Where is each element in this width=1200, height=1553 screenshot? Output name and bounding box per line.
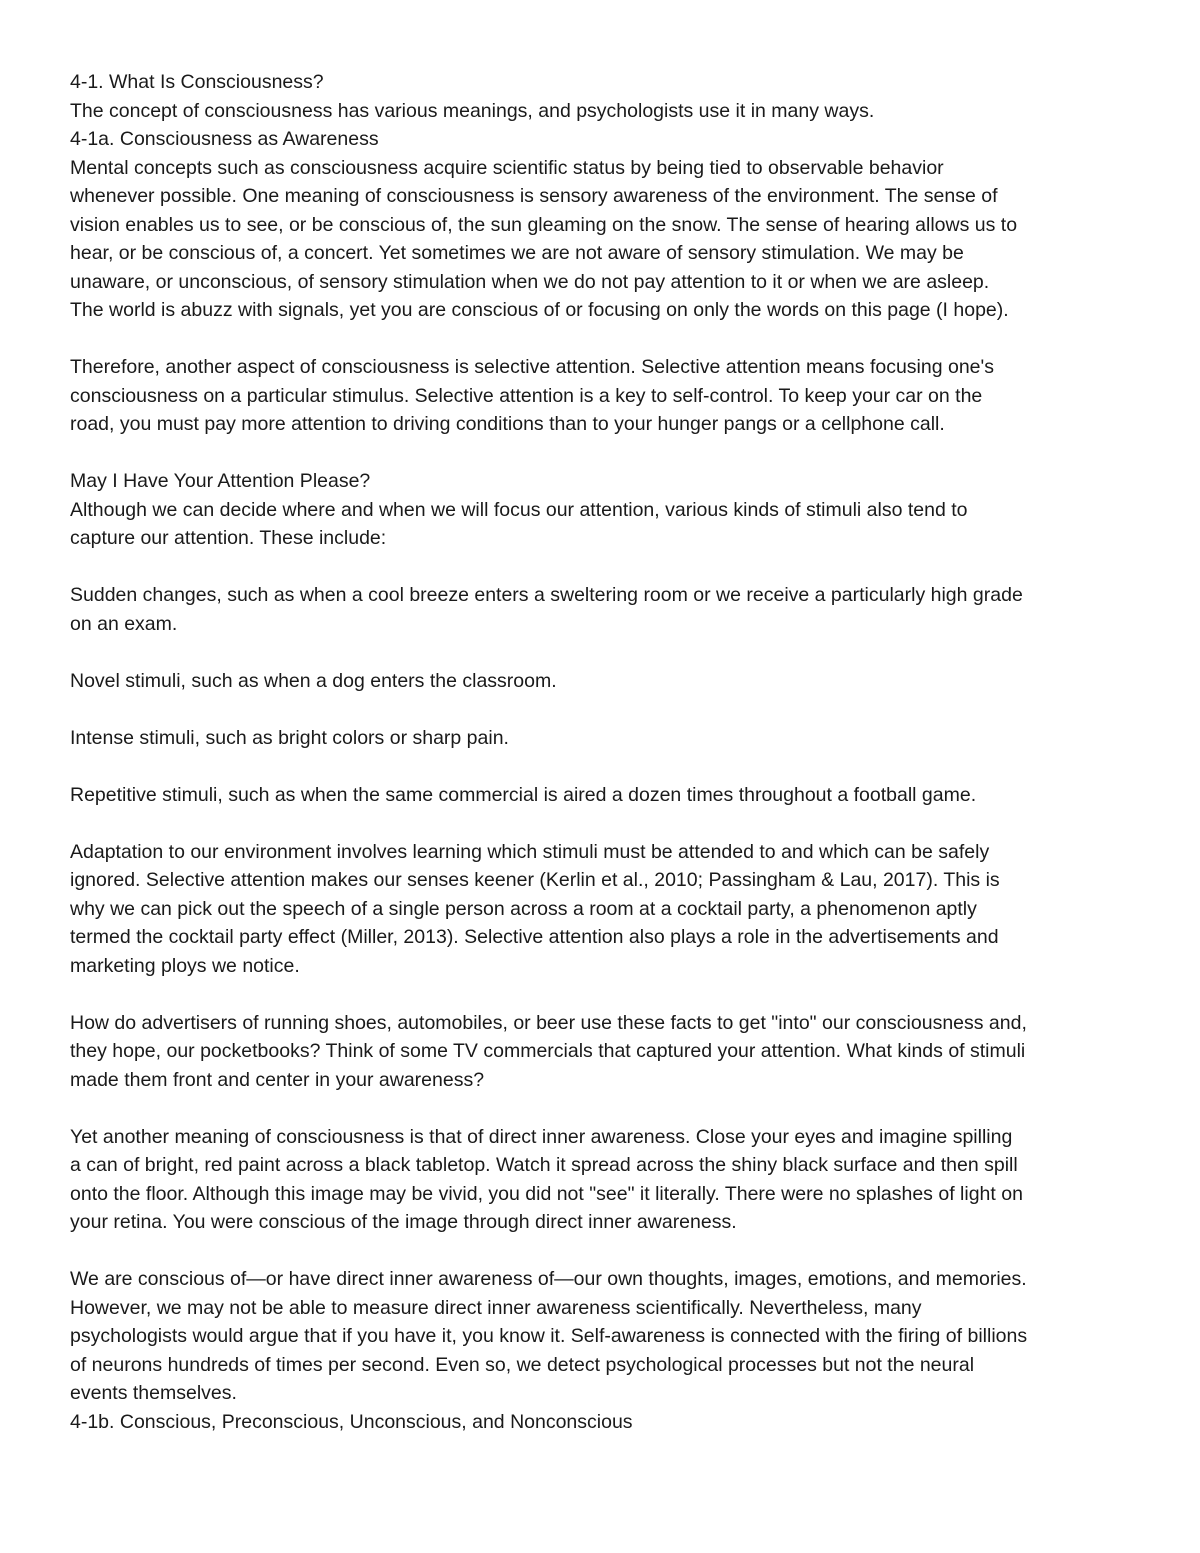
blank-line xyxy=(70,439,1150,468)
section-heading xyxy=(70,467,1150,496)
paragraph xyxy=(70,667,1150,696)
text-line: events themselves. xyxy=(70,1382,237,1404)
text-line: We are conscious of—or have direct inner awareness of—our own thoughts, images, emotions, and memories. xyxy=(70,1268,1027,1290)
text-line: Novel stimuli, such as when a dog enters the classroom. xyxy=(70,669,557,692)
text-line: marketing ploys we notice. xyxy=(70,954,300,977)
text-line: ignored. Selective attention makes our senses keener (Kerlin et al., 2010; Passingham & Lau, 2017). This is xyxy=(70,869,1000,891)
text-line: Sudden changes, such as when a cool breeze enters a sweltering room or we receive a particularly high grade xyxy=(70,584,1023,606)
text-line: a can of bright, red paint across a black tabletop. Watch it spread across the shiny black surface and then spill xyxy=(70,1154,1018,1176)
paragraph xyxy=(70,838,1150,981)
text-line: Although we can decide where and when we will focus our attention, various kinds of stimuli also tend to xyxy=(70,498,968,521)
text-line: Therefore, another aspect of consciousness is selective attention. Selective attention means focusing one's xyxy=(70,356,995,378)
paragraph xyxy=(70,1009,1150,1095)
text-line: unaware, or unconscious, of sensory stimulation when we do not pay attention to it or when we are asleep. xyxy=(70,270,990,293)
text-line: consciousness on a particular stimulus. Selective attention is a key to self-control. To keep your car on the xyxy=(70,384,983,407)
text-line: your retina. You were conscious of the image through direct inner awareness. xyxy=(70,1211,737,1233)
section-heading xyxy=(70,125,1150,154)
blank-line xyxy=(70,1094,1150,1123)
text-line: 4-1b. Conscious, Preconscious, Unconscious, and Nonconscious xyxy=(70,1410,633,1433)
text-line: onto the floor. Although this image may be vivid, you did not "see" it literally. There were no splashes of light on xyxy=(70,1182,1023,1205)
blank-line xyxy=(70,695,1150,724)
text-line: May I Have Your Attention Please? xyxy=(70,470,371,492)
paragraph xyxy=(70,781,1150,810)
text-line: termed the cocktail party effect (Miller, 2013). Selective attention also plays a role in the advertisements and xyxy=(70,926,999,948)
text-line: Mental concepts such as consciousness acquire scientific status by being tied to observable behavior xyxy=(70,156,944,179)
text-line: However, we may not be able to measure direct inner awareness scientifically. Nevertheless, many xyxy=(70,1296,922,1319)
text-line: made them front and center in your awareness? xyxy=(70,1068,485,1091)
text-line: of neurons hundreds of times per second. Even so, we detect psychological processes but not the neural xyxy=(70,1353,975,1376)
text-line: 4-1. What Is Consciousness? xyxy=(70,71,324,93)
text-line: The concept of consciousness has various meanings, and psychologists use it in many ways. xyxy=(70,99,875,122)
text-line: they hope, our pocketbooks? Think of some TV commercials that captured your attention. What kinds of stimuli xyxy=(70,1040,1026,1062)
blank-line xyxy=(70,638,1150,667)
text-line: Repetitive stimuli, such as when the same commercial is aired a dozen times throughout a football game. xyxy=(70,783,977,806)
text-line: why we can pick out the speech of a single person across a room at a cocktail party, a phenomenon aptly xyxy=(70,897,977,920)
text-line: 4-1a. Consciousness as Awareness xyxy=(70,128,379,150)
paragraph xyxy=(70,353,1150,439)
paragraph xyxy=(70,154,1150,325)
blank-line xyxy=(70,809,1150,838)
paragraph xyxy=(70,1265,1150,1408)
text-line: road, you must pay more attention to driving conditions than to your hunger pangs or a cellphone call. xyxy=(70,413,945,435)
text-line: How do advertisers of running shoes, automobiles, or beer use these facts to get "into" our consciousness and, xyxy=(70,1011,1027,1034)
blank-line xyxy=(70,980,1150,1009)
paragraph xyxy=(70,724,1150,753)
text-line: The world is abuzz with signals, yet you are conscious of or focusing on only the words on this page (I hope). xyxy=(70,299,1009,321)
section-heading xyxy=(70,68,1150,97)
text-line: Adaptation to our environment involves learning which stimuli must be attended to and which can be safely xyxy=(70,840,990,863)
text-line: whenever possible. One meaning of consciousness is sensory awareness of the environment. The sense of xyxy=(70,185,998,207)
paragraph xyxy=(70,581,1150,638)
text-line: capture our attention. These include: xyxy=(70,527,387,549)
text-line: Intense stimuli, such as bright colors or sharp pain. xyxy=(70,726,509,749)
text-line: Yet another meaning of consciousness is that of direct inner awareness. Close your eyes and imagine spilling xyxy=(70,1125,1013,1148)
blank-line xyxy=(70,752,1150,781)
blank-line xyxy=(70,553,1150,582)
text-line: hear, or be conscious of, a concert. Yet sometimes we are not aware of sensory stimulation. We may be xyxy=(70,242,964,264)
paragraph xyxy=(70,496,1150,553)
text-line: vision enables us to see, or be conscious of, the sun gleaming on the snow. The sense of hearing allows us to xyxy=(70,213,1018,236)
text-line: psychologists would argue that if you have it, you know it. Self-awareness is connected with the firing of billions xyxy=(70,1325,1028,1347)
blank-line xyxy=(70,1237,1150,1266)
paragraph xyxy=(70,97,1150,126)
section-heading xyxy=(70,1408,1150,1437)
text-line: on an exam. xyxy=(70,612,178,635)
document-page xyxy=(70,68,1150,1436)
blank-line xyxy=(70,325,1150,354)
paragraph xyxy=(70,1123,1150,1237)
